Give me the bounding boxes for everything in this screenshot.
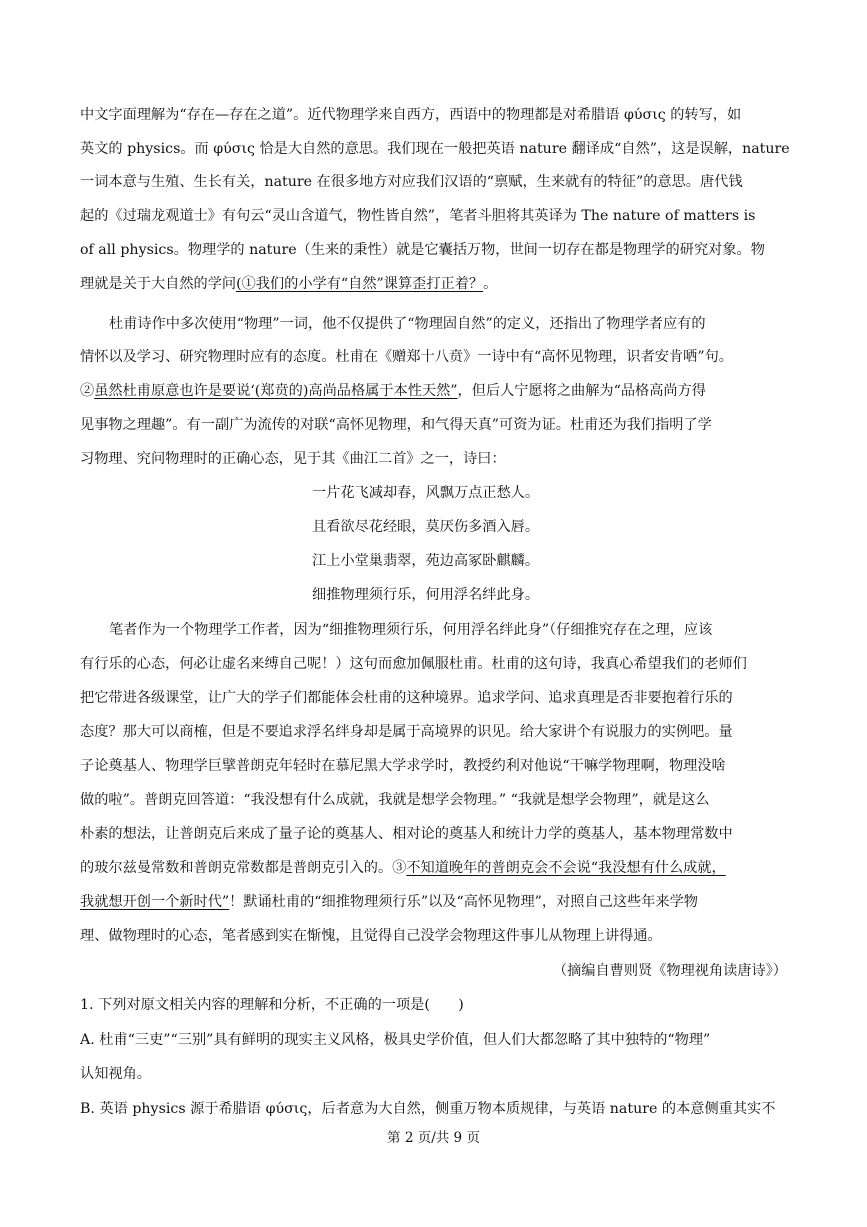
- underlined-sentence-2: 虽然杜甫原意也许是要说‘(郑贲的)高尚品格属于本性天然”: [94, 383, 458, 399]
- poem-line-1: 一片花飞减却春，风飘万点正愁人。: [312, 485, 540, 501]
- paragraph2-line-5: 习物理、究问物理时的正确心态，见于其《曲江二首》之一，诗曰：: [80, 451, 506, 467]
- question-stem: 1. 下列对原文相关内容的理解和分析，不正确的一项是( ): [80, 997, 464, 1013]
- paragraph1-last-pre: 理就是关于大自然的学问: [80, 276, 237, 292]
- paragraph3-line-6: 做的啦”。普朗克回答道：“我没想有什么成就，我就是想学会物理。” “我就是想学会物理”，就是这么: [80, 792, 710, 808]
- paragraph1-line-5: of all physics。物理学的 nature（生来的秉性）就是它囊括万物，世间一切存在都是物理学的研究对象。物: [80, 242, 765, 258]
- paragraph3-line-3: 把它带进各级课堂，让广大的学子们都能体会杜甫的这种境界。追求学问、追求真理是否非要抱着行乐的: [80, 690, 733, 706]
- source-citation: （摘编自曹则贤《物理视角读唐诗》）: [552, 963, 787, 979]
- paragraph3-marked-pre: 的玻尔兹曼常数和普朗克常数都是普朗克引入的。③: [80, 860, 407, 876]
- paragraph2-line-2: 情怀以及学习、研究物理时应有的态度。杜甫在《赠郑十八贲》一诗中有“高怀见物理，识者安肯哂”句。: [80, 349, 733, 365]
- poem-line-2: 且看欲尽花经眼，莫厌伤多酒入唇。: [312, 519, 540, 535]
- paragraph3-line-4: 态度？那大可以商榷，但是不要追求浮名绊身却是属于高境界的识见。给大家讲个有说服力的实例吧。量: [80, 724, 733, 740]
- option-a-line-2: 认知视角。: [80, 1066, 151, 1082]
- paragraph3-line-2: 有行乐的心态，何必让虚名来缚自己呢！）这句而愈加佩服杜甫。杜甫的这句诗，我真心希望我们的老师们: [80, 656, 747, 672]
- paragraph2-line-3: [80, 381, 790, 403]
- paragraph3-line-1: 笔者作为一个物理学工作者，因为“细推物理须行乐，何用浮名绊此身”（仔细推究存在之理，应该: [109, 622, 713, 638]
- option-b-line-1: B. 英语 physics 源于希腊语 φύσις，后者意为大自然，侧重万物本质规律，与英语 nature 的本意侧重其实不: [80, 1101, 776, 1117]
- poem-line-3: 江上小堂巢翡翠，苑边高冢卧麒麟。: [312, 553, 540, 569]
- paragraph1-line-6: [80, 274, 790, 296]
- poem-line-4: 细推物理须行乐，何用浮名绊此身。: [312, 587, 540, 603]
- paragraph1-line-4: 起的《过瑞龙观道士》有句云“灵山含道气，物性皆自然”，笔者斗胆将其英译为 The nature of matters is: [80, 208, 756, 224]
- paragraph3-line-10: 理、做物理时的心态，笔者感到实在惭愧，且觉得自己没学会物理这件事儿从物理上讲得通。: [80, 928, 662, 944]
- underlined-sentence-1: (①我们的小学有“自然”课算歪打正着？: [236, 276, 484, 292]
- underlined-sentence-3b: 我就想开创一个新时代”: [80, 894, 230, 910]
- paragraph3-line-9: [80, 892, 790, 914]
- paragraph3-line-8: [80, 858, 790, 880]
- paragraph1-line-1: 中文字面理解为“存在—存在之道”。近代物理学来自西方，西语中的物理都是对希腊语 φύσις 的转写，如: [80, 107, 742, 123]
- option-a-line-1: A. 杜甫“三吏”“三别”具有鲜明的现实主义风格，极具史学价值，但人们大都忽略了其中独特的“物理”: [80, 1032, 711, 1048]
- paragraph2-line-4: 见事物之理趣”。有一副广为流传的对联“高怀见物理，和气得天真”可资为证。杜甫还为我们指明了学: [80, 417, 712, 433]
- paragraph3-line-5: 子论奠基人、物理学巨擘普朗克年轻时在慕尼黑大学求学时，教授约利对他说“干嘛学物理啊，物理没啥: [80, 758, 726, 774]
- marker-2: ②: [80, 383, 95, 399]
- paragraph1-line-3: 一词本意与生殖、生长有关，nature 在很多地方对应我们汉语的“禀赋，生来就有的特征”的意思。唐代钱: [80, 174, 743, 190]
- paragraph2-marked-post: ，但后人宁愿将之曲解为“品格高尚方得: [457, 383, 706, 399]
- paragraph3-line-7: 朴素的想法，让普朗克后来成了量子论的奠基人、相对论的奠基人和统计力学的奠基人，基本物理常数中: [80, 826, 733, 842]
- underlined-sentence-3a: 不知道晚年的普朗克会不会说“我没想有什么成就，: [406, 860, 726, 876]
- paragraph2-line-1: 杜甫诗作中多次使用“物理”一词，他不仅提供了“物理固自然”的定义，还指出了物理学者应有的: [109, 316, 706, 332]
- paragraph3-marked-post: ！默诵杜甫的“细推物理须行乐”以及“高怀见物理”，对照自己这些年来学物: [229, 894, 698, 910]
- paragraph1-last-post: 。: [483, 276, 498, 292]
- page-footer: 第 2 页/共 9 页: [387, 1130, 480, 1146]
- paragraph1-line-2: 英文的 physics。而 φύσις 恰是大自然的意思。我们现在一般把英语 nature 翻译成“自然”，这是误解，nature: [80, 141, 790, 157]
